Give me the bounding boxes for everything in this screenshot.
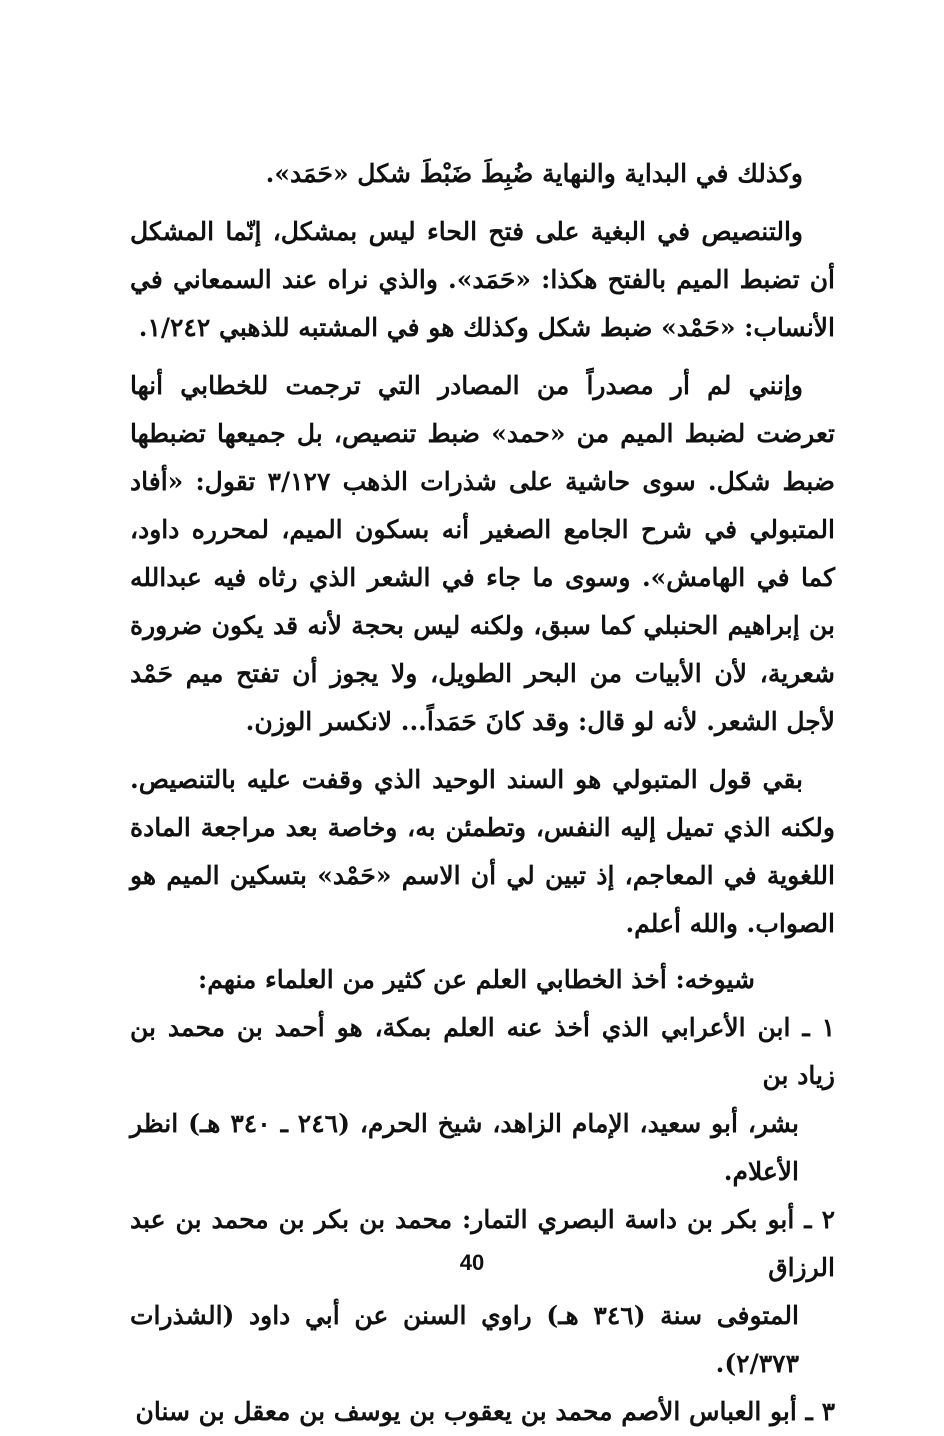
paragraph: بقي قول المتبولي هو السند الوحيد الذي وقفت عليه بالتنصيص. ولكنه الذي تميل إليه النفس، وتطمئن به، وخاصة بعد مراجعة المادة اللغوية في المعاجم، إذ تبين لي أن الاسم «حَمْد» بتسكين الميم هو الصواب. والله أعلم.	[130, 765, 835, 938]
item-text: أبو بكر بن داسة البصري التمار: محمد بن بكر بن محمد بن عبد الرزاق	[130, 1205, 835, 1282]
paragraph: وإنني لم أر مصدراً من المصادر التي ترجمت للخطابي أنها تعرضت لضبط الميم من «حمد» ضبط تنصيص، بل جميعها تضبطها ضبط شكل. سوى حاشية على شذرات الذهب ٣/١٢٧ تقول: «أفاد المتبولي في شرح الجامع الصغير أنه بسكون الميم، لمحرره داود، كما في الهامش». وسوى ما جاء في الشعر الذي رثاه فيه عبدالله بن إبراهيم الحنبلي كما سبق، ولكنه ليس بحجة لأنه قد يكون ضرورة شعرية، لأن الأبيات من البحر الطويل، ولا يجوز أن تفتح ميم حَمْد لأجل الشعر. لأنه لو قال: وقد كانَ حَمَداً... لانكسر الوزن.	[130, 371, 835, 736]
page-number: 40	[459, 1250, 485, 1275]
list-item	[130, 1196, 835, 1388]
item-number: ٢ ـ	[804, 1205, 835, 1234]
paragraph: والتنصيص في البغية على فتح الحاء ليس بمشكل، إنّما المشكل أن تضبط الميم بالفتح هكذا: «حَمَد». والذي نراه عند السمعاني في الأنساب: «حَمْد» ضبط شكل وكذلك هو في المشتبه للذهبي ١/٢٤٢.	[130, 217, 835, 342]
body-text	[130, 150, 835, 1436]
list-item	[130, 1388, 835, 1436]
item-text: أبو العباس الأصم محمد بن يعقوب بن يوسف بن معقل بن سنان	[135, 1397, 797, 1426]
item-number: ٣ ـ	[805, 1397, 835, 1426]
item-number: ١ ـ	[802, 1013, 835, 1042]
item-continuation: بشر، أبو سعيد، الإمام الزاهد، شيخ الحرم، (٢٤٦ ـ ٣٤٠ هـ) انظر الأعلام.	[130, 1109, 799, 1186]
section-heading: شيوخه: أخذ الخطابي العلم عن كثير من العلماء منهم:	[197, 965, 755, 994]
item-continuation: المتوفى سنة (٣٤٦ هـ) راوي السنن عن أبي داود (الشذرات ٢/٣٧٣).	[130, 1301, 799, 1378]
item-text: ابن الأعرابي الذي أخذ عنه العلم بمكة، هو أحمد بن محمد بن زياد بن	[130, 1013, 835, 1090]
paragraph: وكذلك في البداية والنهاية ضُبِطَ ضَبْطَ شكل «حَمَد».	[265, 159, 803, 188]
list-item	[130, 1004, 835, 1196]
